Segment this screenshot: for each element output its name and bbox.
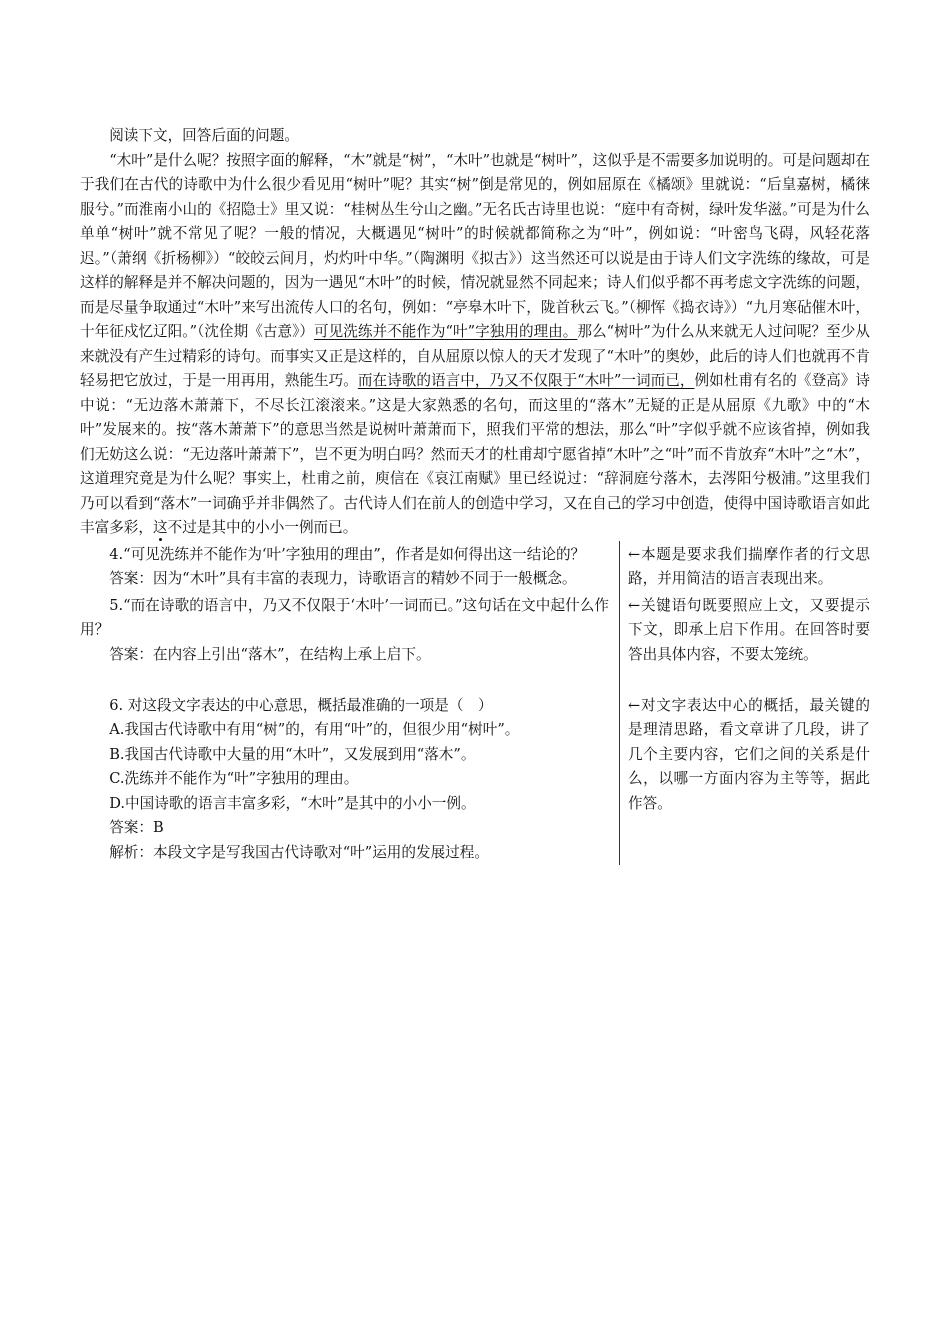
question-4-note (619, 541, 870, 592)
question-6-analysis: 解析：本段文字是写我国古代诗歌对“叶”运用的发展过程。 (109, 843, 489, 861)
question-5 (80, 592, 619, 692)
question-6-option-a: A.我国古代诗歌中有用“树”的，有用“叶”的，但很少用“树叶”。 (109, 721, 520, 738)
passage-part-2: 那么“树叶”为什么从来就无人过问呢？至少从来就没有产生过精彩的诗句。而事实又正是这样的，自从屈原以惊人的天才发现了“木叶”的奥妙，此后的诗人们也就再不肯轻易把它放过，于是一用再用，熟能生巧。 (80, 323, 870, 389)
question-5-answer: 答案：在内容上引出“落木”，在结构上承上启下。 (109, 645, 431, 663)
question-4 (80, 541, 619, 592)
question-6 (80, 692, 619, 866)
underlined-sentence-2: 而在诗歌的语言中，乃又不仅限于“木叶”一词而已， (357, 372, 695, 389)
question-5-note-text: ←关键语句既要照应上文，又要提示下文，即承上启下作用。在回答时要答出具体内容，不要太笼统。 (628, 596, 870, 663)
question-6-option-c: C.洗练并不能作为“叶”字独用的理由。 (109, 770, 359, 787)
question-4-note-text: ←本题是要求我们揣摩作者的行文思路，并用简洁的语言表现出来。 (628, 545, 870, 587)
passage-part-4: 不过是其中的小小一例而已。 (167, 519, 358, 536)
question-6-option-b: B.我国古代诗歌中大量的用“木叶”，又发展到用“落木”。 (109, 745, 476, 763)
document-page (80, 124, 870, 865)
question-4-stem: 4.“可见洗练并不能作为‘叶’字独用的理由”，作者是如何得出这一结论的？ (109, 545, 586, 563)
question-6-note (619, 692, 870, 866)
question-6-option-d: D.中国诗歌的语言丰富多彩，“木叶”是其中的小小一例。 (109, 794, 476, 812)
passage-part-3: 例如杜甫有名的《登高》诗中说：“无边落木萧萧下，不尽长江滚滚来。”这是大家熟悉的名句，而这里的“落木”无疑的正是从屈原《九歌》中的“木叶”发展来的。按“落木萧萧下”的意思当然是说树叶萧萧而下，照我们平常的想法，那么“叶”字似乎就不应该省掉，例如我们无妨这么说：“无边落叶萧萧下”，岂不更为明白吗？然而天才的杜甫却宁愿省掉“木叶”之“叶”而不肯放弃“木叶”之“木”，这道理究竟是为什么呢？事实上，杜甫之前，庾信在《哀江南赋》里已经说过：“辞洞庭兮落木，去涔阳兮极浦。”这里我们乃可以看到“落木”一词确乎并非偶然了。古代诗人们在前人的创造中学习，又在自己的学习中创造，使得中国诗歌语言如此丰富多彩， (80, 372, 870, 536)
question-5-stem: 5.“而在诗歌的语言中，乃又不仅限于‘木叶’一词而已。”这句话在文中起什么作用？ (80, 596, 609, 638)
question-6-note-text: ←对文字表达中心的概括，最关键的是理清思路，看文章讲了几段，讲了几个主要内容，它们之间的关系是什么，以哪一方面内容为主等等，据此作答。 (628, 696, 870, 812)
underlined-sentence-1: 可见洗练并不能作为“叶”字独用的理由。 (314, 323, 578, 340)
emphasis-dot-char: 这 (152, 519, 168, 536)
reading-passage (80, 149, 870, 541)
passage-part-1: “木叶”是什么呢？按照字面的解释，“木”就是“树”，“木叶”也就是“树叶”，这似乎是不需要多加说明的。可是问题却在于我们在古代的诗歌中为什么很少看见用“树叶”呢？其实“树”倒是常见的，例如屈原在《橘颂》里就说：“后皇嘉树，橘徕服兮。”而淮南小山的《招隐士》里又说：“桂树丛生兮山之幽。”无名氏古诗里也说：“庭中有奇树，绿叶发华滋。”可是为什么单单“树叶”就不常见了呢？一般的情况，大概遇见“树叶”的时候就都简称之为“叶”，例如说：“叶密鸟飞碍，风轻花落迟。”（萧纲《折杨柳》）“皎皎云间月，灼灼叶中华。”（陶渊明《拟古》）这当然还可以说是由于诗人们文字洗练的缘故，可是这样的解释是并不解决问题的，因为一遇见“木叶”的时候，情况就显然不同起来；诗人们似乎都不再考虑文字洗练的问题，而是尽量争取通过“木叶”来写出流传人口的名句，例如：“亭皋木叶下，陇首秋云飞。”（柳恽《捣衣诗》）“九月寒砧催木叶，十年征戍忆辽阳。”（沈佺期《古意》） (80, 151, 870, 340)
question-4-answer: 答案：因为“木叶”具有丰富的表现力，诗歌语言的精妙不同于一般概念。 (109, 570, 577, 587)
question-6-stem: 6. 对这段文字表达的中心意思，概括最准确的一项是（ ） (109, 696, 493, 714)
question-note-table (80, 541, 870, 866)
question-6-answer: 答案：B (109, 819, 164, 836)
question-5-note (619, 592, 870, 692)
instruction-text: 阅读下文，回答后面的问题。 (109, 127, 299, 144)
